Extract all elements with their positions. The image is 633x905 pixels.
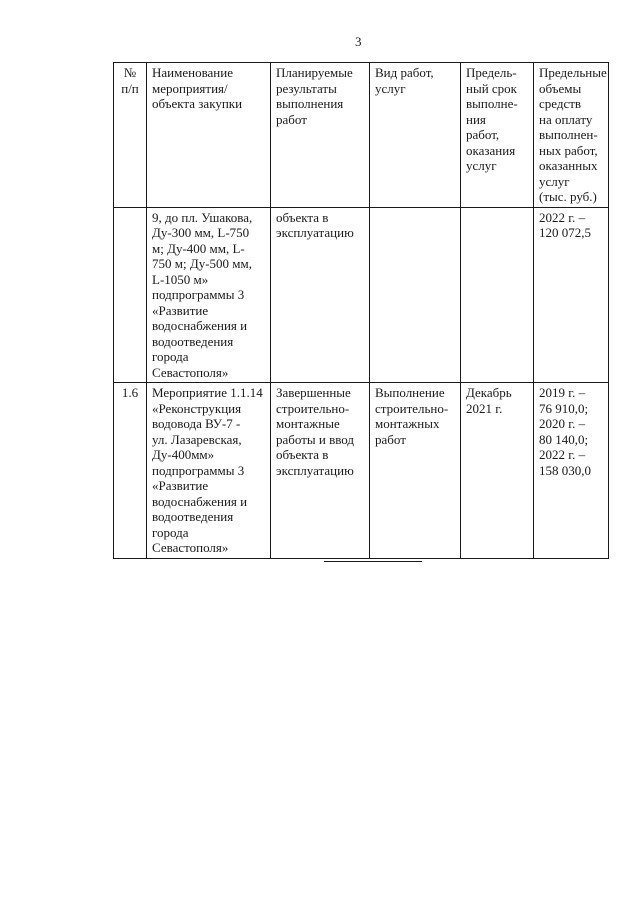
procurement-table: [113, 62, 609, 559]
row-number: [114, 207, 147, 383]
header-deadline: Предель- ный срок выполне- ния работ, оказания услуг: [461, 63, 534, 208]
row-deadline: Декабрь 2021 г.: [461, 383, 534, 559]
row-work-type: Выполнение строительно- монтажных работ: [370, 383, 461, 559]
header-work-type: Вид работ, услуг: [370, 63, 461, 208]
row-results: Завершенные строительно- монтажные работы и ввод объекта в эксплуатацию: [271, 383, 370, 559]
header-results: Планируемые результаты выполнения работ: [271, 63, 370, 208]
row-amounts: 2022 г. – 120 072,5: [534, 207, 609, 383]
table-row: [114, 383, 609, 559]
row-work-type: [370, 207, 461, 383]
page-number: 3: [355, 34, 362, 49]
table-row: [114, 207, 609, 383]
row-amounts: 2019 г. – 76 910,0; 2020 г. – 80 140,0; 2022 г. – 158 030,0: [534, 383, 609, 559]
header-number: № п/п: [114, 63, 147, 208]
row-name: 9, до пл. Ушакова, Ду-300 мм, L-750 м; Ду-400 мм, L- 750 м; Ду-500 мм, L-1050 м» подпрограммы 3 «Развитие водоснабжения и водоотведения города Севастополя»: [147, 207, 271, 383]
row-number: 1.6: [114, 383, 147, 559]
end-divider: [324, 561, 422, 562]
header-name: Наименование мероприятия/ объекта закупки: [147, 63, 271, 208]
row-deadline: [461, 207, 534, 383]
table-header-row: [114, 63, 609, 208]
row-results: объекта в эксплуатацию: [271, 207, 370, 383]
header-amounts: Предельные объемы средств на оплату выполнен- ных работ, оказанных услуг (тыс. руб.): [534, 63, 609, 208]
row-name: Мероприятие 1.1.14 «Реконструкция водовода ВУ-7 - ул. Лазаревская, Ду-400мм» подпрограммы 3 «Развитие водоснабжения и водоотведения города Севастополя»: [147, 383, 271, 559]
